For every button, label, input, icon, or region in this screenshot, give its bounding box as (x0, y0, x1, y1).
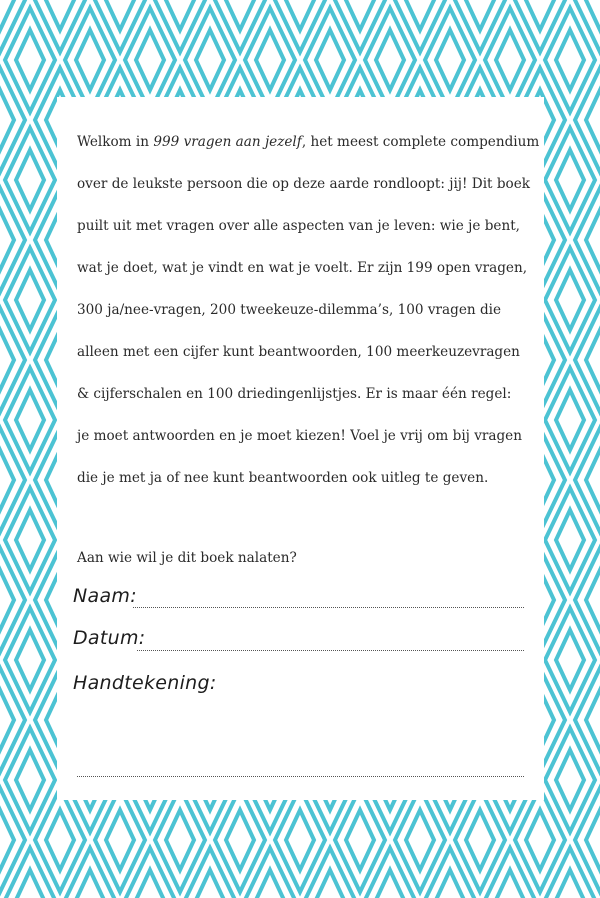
intro-line: wat je doet, wat je vindt en wat je voelt. Er zijn 199 open vragen, (77, 260, 528, 276)
bequest-question: Aan wie wil je dit boek nalaten? (77, 550, 297, 566)
date-field[interactable] (137, 650, 524, 651)
intro-line: over de leukste persoon die op deze aarde rondloopt: jij! Dit boek (77, 176, 531, 192)
signature-label: Handtekening: (73, 672, 217, 694)
intro-line: die je met ja of nee kunt beantwoorden ook uitleg te geven. (77, 470, 489, 486)
intro-line: & cijferschalen en 100 driedingenlijstjes. Er is maar één regel: (77, 386, 512, 402)
content-card (57, 97, 544, 800)
book-title: 999 vragen aan jezelf (153, 134, 302, 150)
date-label: Datum: (73, 627, 146, 649)
signature-field[interactable] (77, 776, 524, 777)
name-label: Naam: (73, 585, 137, 607)
intro-line-text: , het meest complete compendium (301, 134, 540, 150)
intro-line: alleen met een cijfer kunt beantwoorden, 100 meerkeuzevragen (77, 344, 520, 360)
intro-line: puilt uit met vragen over alle aspecten van je leven: wie je bent, (77, 218, 520, 234)
intro-line-text: Welkom in (77, 134, 154, 150)
name-field[interactable] (133, 607, 524, 608)
intro-text (77, 131, 540, 509)
intro-line: je moet antwoorden en je moet kiezen! Voel je vrij om bij vragen (77, 428, 522, 444)
intro-line (77, 131, 540, 173)
intro-line: 300 ja/nee-vragen, 200 tweekeuze-dilemma’s, 100 vragen die (77, 302, 502, 318)
